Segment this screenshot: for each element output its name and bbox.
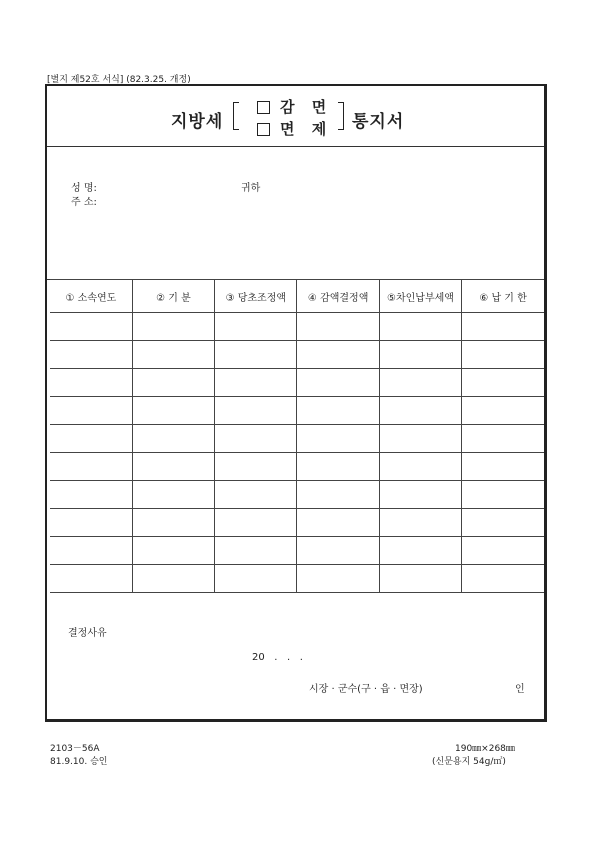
table-row <box>50 565 544 593</box>
option-exemption: 면 제 <box>257 118 332 139</box>
table-cell[interactable] <box>215 369 297 397</box>
table-cell[interactable] <box>132 341 214 369</box>
form-title <box>47 86 544 146</box>
signature-line: 시장 · 군수(구 · 읍 · 면장) <box>309 684 423 695</box>
column-header: ② 기 분 <box>132 280 214 313</box>
table-cell[interactable] <box>50 453 132 481</box>
checkbox-icon <box>257 101 270 114</box>
table-row <box>50 481 544 509</box>
table-cell[interactable] <box>462 397 544 425</box>
address-label: 주 소: <box>71 197 97 208</box>
table-cell[interactable] <box>215 481 297 509</box>
table-cell[interactable] <box>132 481 214 509</box>
table-cell[interactable] <box>215 425 297 453</box>
title-suffix: 통지서 <box>352 112 405 132</box>
table-cell[interactable] <box>215 509 297 537</box>
table-row <box>50 509 544 537</box>
table-cell[interactable] <box>50 313 132 341</box>
checkbox-icon <box>257 123 270 136</box>
title-prefix: 지방세 <box>171 112 224 132</box>
table-cell[interactable] <box>50 565 132 593</box>
paper-type: (신문용지 54g/㎡) <box>432 757 506 767</box>
table-cell[interactable] <box>379 313 461 341</box>
approval-date: 81.9.10. 승인 <box>50 757 108 767</box>
table-row <box>50 341 544 369</box>
table-cell[interactable] <box>50 509 132 537</box>
table-cell[interactable] <box>379 397 461 425</box>
table-cell[interactable] <box>297 397 379 425</box>
column-header: ⑥ 납 기 한 <box>462 280 544 313</box>
table-header-row <box>50 280 544 313</box>
table-cell[interactable] <box>50 369 132 397</box>
tax-table <box>50 279 544 593</box>
table-row <box>50 369 544 397</box>
table-row <box>50 313 544 341</box>
honorific: 귀하 <box>241 183 261 194</box>
table-cell[interactable] <box>132 397 214 425</box>
table-cell[interactable] <box>132 313 214 341</box>
table-row <box>50 537 544 565</box>
table-cell[interactable] <box>462 481 544 509</box>
table-cell[interactable] <box>215 453 297 481</box>
notice-form <box>45 84 547 722</box>
table-cell[interactable] <box>297 565 379 593</box>
right-bracket <box>338 102 344 130</box>
table-cell[interactable] <box>215 313 297 341</box>
table-cell[interactable] <box>215 565 297 593</box>
table-cell[interactable] <box>132 369 214 397</box>
column-header: ⑤차인납부세액 <box>379 280 461 313</box>
table-cell[interactable] <box>215 537 297 565</box>
divider <box>47 146 544 147</box>
column-header: ③ 당초조정액 <box>215 280 297 313</box>
table-cell[interactable] <box>297 537 379 565</box>
table-cell[interactable] <box>462 509 544 537</box>
table-cell[interactable] <box>462 341 544 369</box>
table-cell[interactable] <box>132 425 214 453</box>
table-cell[interactable] <box>462 425 544 453</box>
table-cell[interactable] <box>462 453 544 481</box>
option-reduction: 감 면 <box>257 96 332 117</box>
name-label: 성 명: <box>71 183 97 194</box>
header-note: [별지 제52호 서식] (82.3.25. 개정) <box>47 75 191 85</box>
table-cell[interactable] <box>50 425 132 453</box>
table-cell[interactable] <box>50 537 132 565</box>
table-cell[interactable] <box>132 565 214 593</box>
table-cell[interactable] <box>379 453 461 481</box>
table-cell[interactable] <box>379 565 461 593</box>
table-cell[interactable] <box>132 509 214 537</box>
table-row <box>50 425 544 453</box>
table-cell[interactable] <box>297 313 379 341</box>
table-cell[interactable] <box>297 481 379 509</box>
table-cell[interactable] <box>379 425 461 453</box>
table-cell[interactable] <box>215 397 297 425</box>
table-cell[interactable] <box>297 425 379 453</box>
form-number: 2103－56A <box>50 744 100 754</box>
table-cell[interactable] <box>297 369 379 397</box>
table-cell[interactable] <box>462 313 544 341</box>
table-cell[interactable] <box>50 397 132 425</box>
table-cell[interactable] <box>462 565 544 593</box>
table-cell[interactable] <box>379 481 461 509</box>
seal-mark: 인 <box>515 684 525 695</box>
column-header: ④ 감액결정액 <box>297 280 379 313</box>
table-cell[interactable] <box>215 341 297 369</box>
column-header: ① 소속연도 <box>50 280 132 313</box>
date-line: 20 . . . <box>252 652 303 663</box>
table-cell[interactable] <box>132 537 214 565</box>
table-cell[interactable] <box>379 509 461 537</box>
left-bracket <box>233 102 239 130</box>
table-cell[interactable] <box>50 481 132 509</box>
table-cell[interactable] <box>379 341 461 369</box>
table-cell[interactable] <box>297 341 379 369</box>
table-cell[interactable] <box>462 537 544 565</box>
table-cell[interactable] <box>297 453 379 481</box>
decision-reason-label: 결정사유 <box>68 628 107 639</box>
table-cell[interactable] <box>132 453 214 481</box>
table-cell[interactable] <box>462 369 544 397</box>
table-row <box>50 397 544 425</box>
table-cell[interactable] <box>50 341 132 369</box>
paper-size: 190㎜×268㎜ <box>455 744 515 754</box>
table-row <box>50 453 544 481</box>
table-cell[interactable] <box>379 537 461 565</box>
table-cell[interactable] <box>379 369 461 397</box>
table-cell[interactable] <box>297 509 379 537</box>
